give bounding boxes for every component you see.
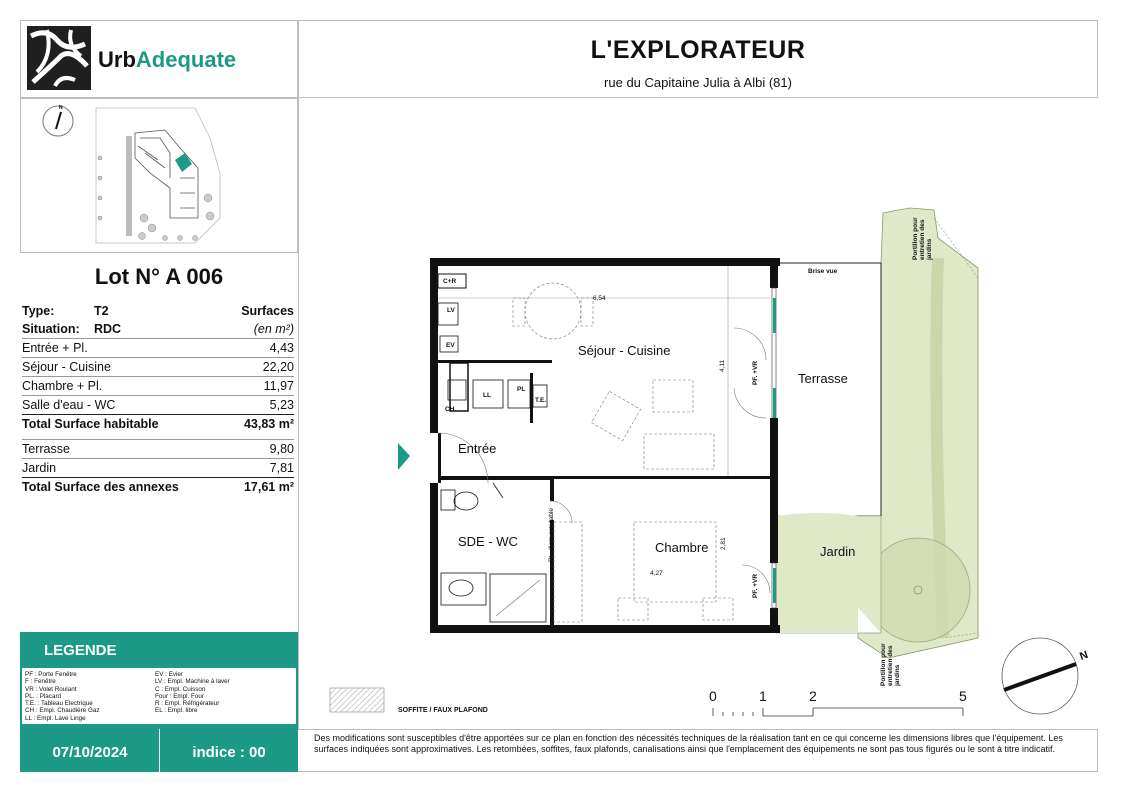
label-ch: CH	[445, 406, 455, 413]
site-north-label: N	[59, 105, 63, 111]
scale-label-1: 1	[759, 688, 767, 704]
surfaces-header: Surfaces	[241, 303, 294, 318]
surfaces-table	[22, 302, 294, 496]
site-plan-map	[20, 98, 298, 253]
situation-row	[22, 320, 294, 339]
legend-item: LL : Empl. Lave Linge	[25, 714, 86, 722]
page-title: L'EXPLORATEUR	[590, 36, 806, 64]
annex-name: Terrasse	[22, 440, 217, 459]
dimension-4: 4,27	[650, 570, 663, 577]
label-portillon-top: Portillon pour entretien des jardins	[912, 217, 933, 260]
total-annexes-value: 17,61 m²	[217, 478, 294, 497]
dimension-3: 2,81	[720, 537, 727, 550]
surfaces-unit: (en m²)	[253, 321, 294, 336]
disclaimer-text: Des modifications sont susceptibles d'être apportées sur ce plan en fonction des nécessités techniques de la réalisation tant en ce qui concerne les dimensions libres que l'équipement. Les surfaces indiquées sont approximatives. Les retombées, soffites, faux plafonds, canalisations ainsi que l'emplacement des équipements ne sont pas tous figurés ou le sont à titre indicatif.	[314, 733, 1063, 754]
scale-label-2: 2	[809, 688, 817, 704]
scale-label-5: 5	[959, 688, 967, 704]
type-row	[22, 302, 294, 320]
legend-item: CH : Empl. Chaudière Gaz	[25, 707, 100, 715]
legend-item: VR : Volet Roulant	[25, 685, 77, 693]
label-te: T.E.	[535, 397, 547, 404]
legend-body	[22, 668, 296, 724]
label-ll: LL	[483, 392, 491, 399]
type-value: T2	[94, 303, 109, 318]
plan-indice: indice : 00	[192, 744, 266, 761]
room-name: Salle d'eau - WC	[22, 396, 217, 415]
tree-icon	[866, 538, 970, 642]
annex-value: 9,80	[217, 440, 294, 459]
plan-date: 07/10/2024	[52, 744, 128, 761]
wall-bottom	[430, 625, 780, 633]
legend-item: PL. : Placard	[25, 692, 62, 700]
brand-name	[98, 47, 236, 73]
legend-item: C : Empl. Cuisson	[155, 685, 206, 693]
table-row	[22, 459, 294, 478]
legend-item: EV : Evier	[155, 671, 183, 678]
scale-bar	[713, 708, 963, 716]
scale-label-0: 0	[709, 688, 717, 704]
label-pf-vr-2: PF. +VR	[752, 573, 759, 598]
table-row	[22, 396, 294, 415]
lot-number: Lot N° A 006	[94, 264, 224, 289]
situation-label: Situation:	[22, 321, 80, 336]
legend-item: EL : Empl. libre	[155, 707, 198, 715]
legend-item: Four : Empl. Four	[155, 692, 204, 700]
legend-item: LV : Empl. Machine à laver	[155, 678, 230, 686]
room-name: Chambre + Pl.	[22, 377, 217, 396]
label-portillon-bottom: Portillon pour entretien des jardins	[880, 643, 901, 686]
legend-column-2	[155, 671, 230, 715]
brand-name-part2: Adequate	[135, 47, 237, 72]
label-pf-vr-1: PF. +VR	[752, 360, 759, 385]
type-label: Type:	[22, 303, 55, 318]
room-label-entree: Entrée	[458, 441, 497, 456]
label-pl: PL	[517, 386, 526, 393]
table-row	[22, 440, 294, 459]
room-value: 5,23	[217, 396, 294, 415]
room-name: Séjour - Cuisine	[22, 358, 217, 377]
legend-item: T.E. : Tableau Electrique	[25, 700, 93, 708]
room-label-jardin: Jardin	[820, 544, 856, 559]
total-annexes-row	[22, 478, 294, 497]
table-row	[22, 339, 294, 358]
room-value: 22,20	[217, 358, 294, 377]
room-name: Entrée + Pl.	[22, 339, 217, 358]
north-label: N	[1078, 649, 1090, 663]
dimension-1: 6,54	[593, 295, 606, 302]
table-row	[22, 377, 294, 396]
total-habitable-row	[22, 415, 294, 434]
legend-item: R : Empl. Réfrigérateur	[155, 700, 220, 708]
room-label-sde: SDE - WC	[458, 534, 518, 549]
floor-plan	[298, 98, 1098, 729]
room-label-chambre: Chambre	[655, 540, 709, 555]
annex-name: Jardin	[22, 459, 217, 478]
room-label-terrasse: Terrasse	[798, 371, 848, 386]
brand-name-part1: Urb	[98, 47, 136, 72]
wall-left-lower	[430, 483, 438, 633]
total-habitable-value: 43,83 m²	[217, 415, 294, 434]
label-brise-vue: Brise vue	[808, 268, 838, 275]
room-value: 4,43	[217, 339, 294, 358]
soffite-label: SOFFITE / FAUX PLAFOND	[398, 707, 488, 714]
label-lv: LV	[447, 307, 455, 314]
total-annexes-label: Total Surface des annexes	[22, 478, 217, 497]
entrance-arrow-icon	[398, 443, 410, 470]
legend-item: PF : Porte Fenêtre	[25, 671, 77, 678]
legend-column-1	[25, 671, 100, 722]
table-row	[22, 358, 294, 377]
urbadequate-logo-icon	[27, 26, 91, 90]
annex-value: 7,81	[217, 459, 294, 478]
legend-title: LEGENDE	[44, 642, 117, 659]
soffite-swatch	[330, 688, 384, 712]
wall-top	[430, 258, 780, 266]
situation-value: RDC	[94, 321, 122, 336]
room-value: 11,97	[217, 377, 294, 396]
label-ev: EV	[446, 342, 455, 349]
dimension-2: 4,11	[719, 359, 726, 372]
room-label-sejour: Séjour - Cuisine	[578, 343, 671, 358]
wall-left-upper	[430, 258, 438, 433]
legend-item: F : Fenêtre	[25, 678, 56, 686]
total-habitable-label: Total Surface habitable	[22, 415, 217, 434]
label-pl-penderie: PL. d'em croutable	[548, 508, 555, 562]
label-cr: C+R	[443, 278, 457, 285]
page-subtitle: rue du Capitaine Julia à Albi (81)	[604, 75, 792, 90]
